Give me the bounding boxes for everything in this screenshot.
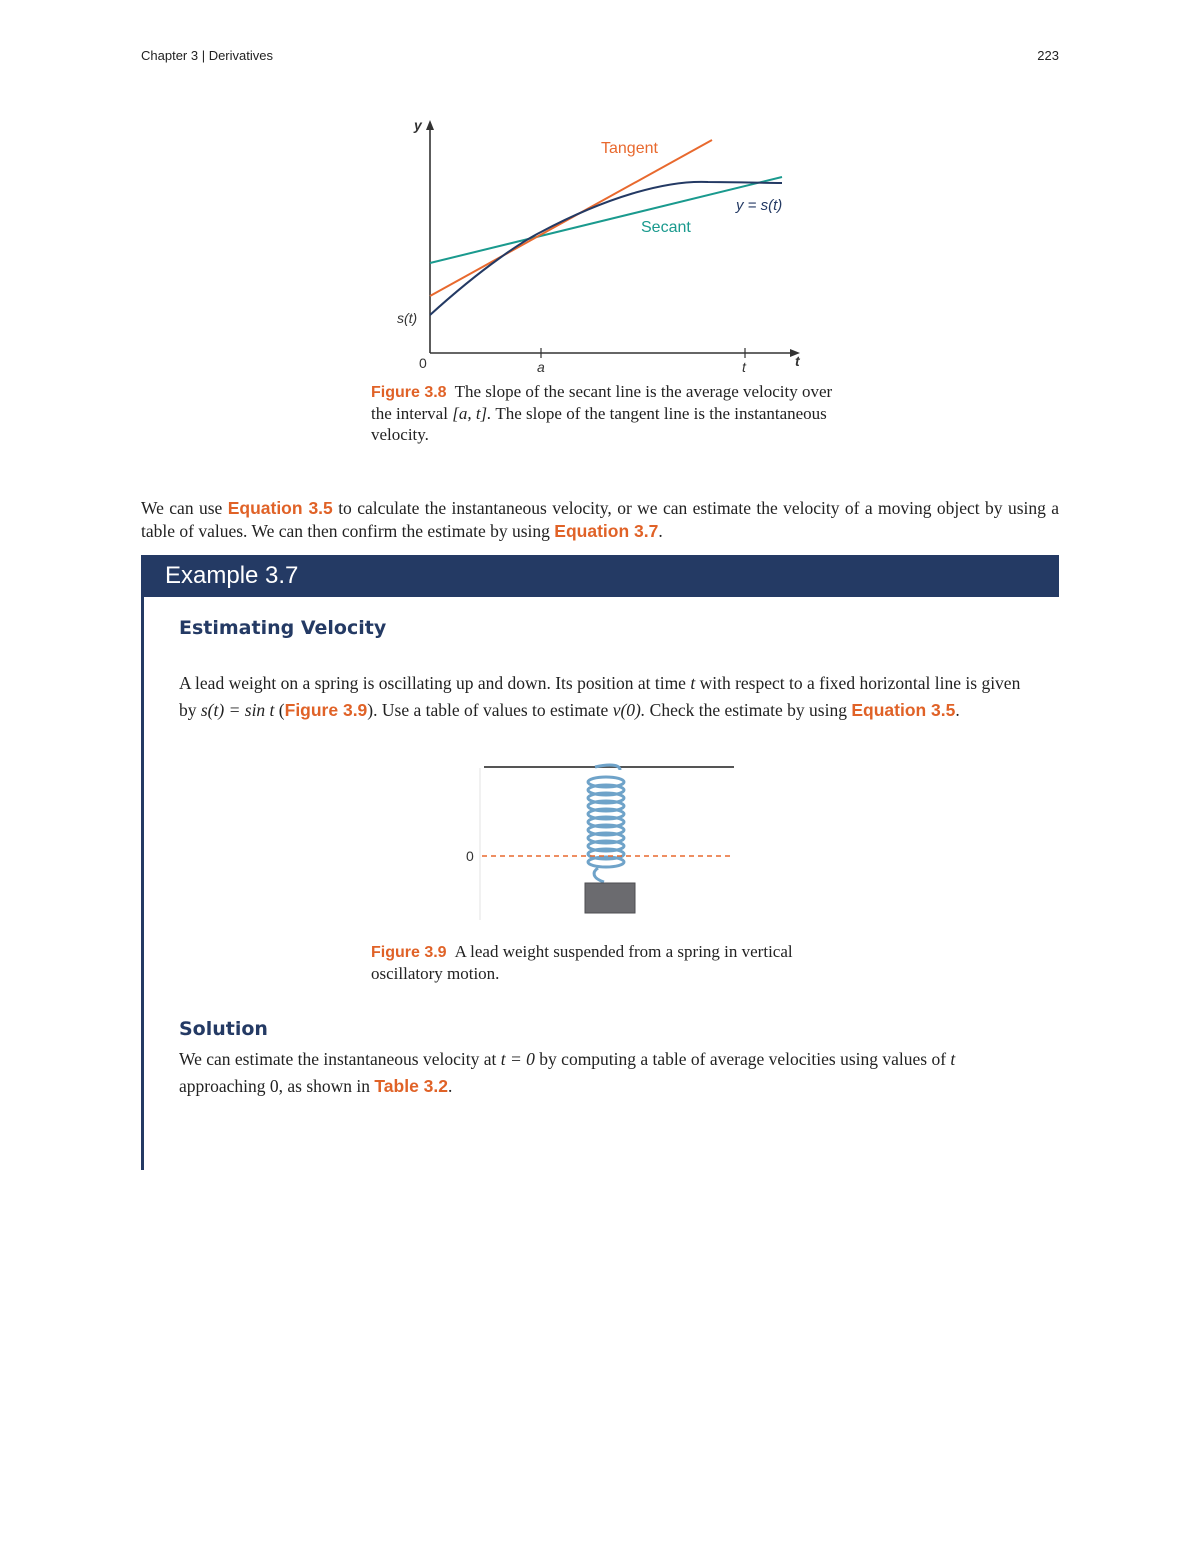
solution-t-equals-0: t = 0 — [500, 1049, 535, 1069]
figure-3-9-spring — [458, 760, 748, 920]
problem-text-1: A lead weight on a spring is oscillating up and down. Its position at time — [179, 673, 686, 693]
solution-title: Solution — [179, 1018, 268, 1040]
example-side-bar — [141, 597, 144, 1170]
solution-text-end: . — [448, 1076, 453, 1096]
figure-3-8-caption — [371, 381, 841, 445]
secant-label: Secant — [641, 219, 691, 236]
tangent-label: Tangent — [601, 140, 658, 157]
running-header-chapter: Chapter 3 | Derivatives — [141, 48, 273, 63]
secant-line — [430, 177, 782, 263]
solution-zero: 0, — [269, 1076, 283, 1096]
problem-text-4: Check the estimate by using — [649, 700, 847, 720]
caption-text-1: The slope of the secant line is the average velocity over the interval — [371, 382, 833, 423]
solution-text-1: We can estimate the instantaneous velocity at — [179, 1049, 497, 1069]
caption-text-2: The slope of the tangent line is the instantaneous velocity. — [371, 404, 827, 444]
solution-text-4: as shown in — [287, 1076, 371, 1096]
curve-label: y = s(t) — [736, 197, 783, 214]
figure-3-8-graph — [390, 110, 820, 375]
figure-3-8-label: Figure 3.8 — [371, 384, 447, 401]
example-header — [141, 555, 1059, 597]
y-axis-arrow — [426, 120, 434, 130]
problem-text-2: with respect to a fixed horizontal line is given by — [179, 673, 1021, 720]
lead-weight — [585, 883, 635, 913]
tick-a-label: a — [537, 359, 545, 375]
problem-var-t: t — [690, 673, 696, 693]
y-axis-label: y — [414, 117, 422, 133]
solution-text-3: approaching — [179, 1076, 266, 1096]
equation-3-7-link[interactable]: Equation 3.7 — [554, 521, 659, 541]
solution-text-2: by computing a table of average velocities using values of — [539, 1049, 947, 1069]
figure-3-9-label: Figure 3.9 — [371, 944, 447, 961]
example-header-title: Example 3.7 — [165, 562, 299, 589]
problem-equation: s(t) = sin t — [200, 700, 275, 720]
figure-3-9-caption-text: A lead weight suspended from a spring in vertical oscillatory motion. — [371, 942, 793, 983]
tick-t-label: t — [742, 359, 746, 375]
example-title: Estimating Velocity — [179, 617, 387, 639]
spring-coil — [588, 765, 624, 882]
solution-var-t: t — [950, 1049, 956, 1069]
problem-text-end: . — [955, 700, 960, 720]
zero-label: 0 — [466, 848, 474, 864]
intro-text-2: to calculate the instantaneous velocity, or we can estimate the velocity of a moving object by using a table of values. We can then confirm the estimate by using — [141, 498, 1060, 541]
position-curve — [430, 182, 782, 315]
intro-text-3: . — [658, 521, 663, 541]
problem-text-3: . Use a table of values to estimate — [373, 700, 609, 720]
example-problem-text: A lead weight on a spring is oscillating up and down. Its position at time t with respect to a fixed horizontal line is given by s(t) = sin t (Figure 3.9). Use a table of values to estimate v(0). Check the estimate by using Equation 3.5. — [179, 673, 1021, 720]
figure-3-9-caption — [371, 941, 841, 984]
page-number: 223 — [1037, 48, 1059, 63]
s-of-t-label: s(t) — [397, 310, 418, 326]
caption-interval: [a, t]. — [452, 404, 492, 423]
problem-v0: v(0). — [612, 700, 646, 720]
table-3-2-link[interactable]: Table 3.2 — [374, 1076, 448, 1096]
solution-text — [179, 1046, 1024, 1100]
intro-paragraph — [141, 497, 1059, 543]
intro-text-1: We can use — [141, 498, 223, 518]
figure-3-9-link[interactable]: Figure 3.9 — [284, 700, 368, 720]
x-axis-label: t — [795, 353, 800, 369]
origin-label: 0 — [419, 355, 427, 371]
equation-3-5-link[interactable]: Equation 3.5 — [227, 498, 333, 518]
equation-3-5-link-2[interactable]: Equation 3.5 — [851, 700, 956, 720]
